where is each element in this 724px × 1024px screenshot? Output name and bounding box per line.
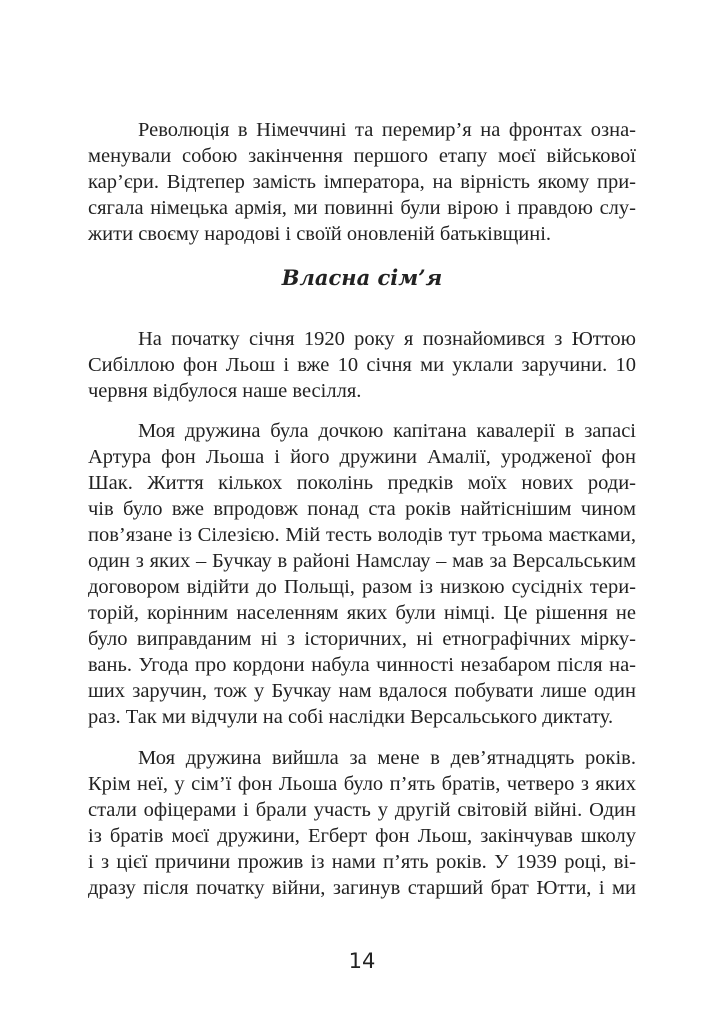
text-line: сягала німецька армія, ми повинні були вірою і правдою слу- [88,197,636,219]
text-line: Моя дружина вийшла за мене в дев’ятнадцять років. [138,747,636,769]
text-line: ших заручин, тож у Бучкау нам вдалося побувати лише один [88,680,636,702]
text-line: пов’язане із Сілезією. Мій тесть володів тут трьома маєтками, [88,524,636,546]
text-line: Революція в Німеччині та перемир’я на фронтах озна- [138,119,636,141]
text-line: Крім неї, у сім’ї фон Льоша було п’ять братів, четверо з яких [88,773,636,795]
text-line: кар’єри. Відтепер замість імператора, на вірність якому при- [88,171,636,193]
text-line: На початку січня 1920 року я познайомився з Юттою [138,328,636,350]
section-heading: Власна сім’я [281,265,443,290]
text-line: жити своєму народові і своїй оновленій батьківщині. [88,223,552,245]
page-number: 14 [348,949,376,973]
text-line: із братів моєї дружини, Егберт фон Льош, закінчував школу [88,825,636,847]
text-line: було виправданим ні з історичних, ні етнографічних мірку- [88,628,636,650]
text-line: чів було вже впродовж понад ста років найтіснішим чином [88,498,636,520]
text-line: менували собою закінчення першого етапу моєї військової [88,145,636,167]
text-line: Сибіллою фон Льош і вже 10 січня ми уклали заручини. 10 [88,354,636,376]
text-line: і з цієї причини прожив із нами п’ять років. У 1939 році, ві- [88,851,636,873]
text-line: червня відбулося наше весілля. [88,380,362,402]
text-line: торій, корінним населенням яких були німці. Це рішення не [88,602,636,624]
text-line: один з яких – Бучкау в районі Намслау – мав за Версальським [88,550,636,572]
text-line: договором відійти до Польщі, разом із низкою сусідніх тери- [88,576,636,598]
text-line: дразу після початку війни, загинув старший брат Ютти, і ми [88,877,636,899]
text-line: Моя дружина була дочкою капітана кавалерії в запасі [138,420,636,442]
text-line: Шак. Життя кількох поколінь предків моїх нових роди- [88,472,636,494]
text-line: Артура фон Льоша і його дружини Амалії, уродженої фон [88,446,636,468]
text-line: раз. Так ми відчули на собі наслідки Версальського диктату. [88,706,614,728]
text-line: стали офіцерами і брали участь у другій світовій війні. Один [88,799,636,821]
text-line: вань. Угода про кордони набула чинності незабаром після на- [88,654,636,676]
